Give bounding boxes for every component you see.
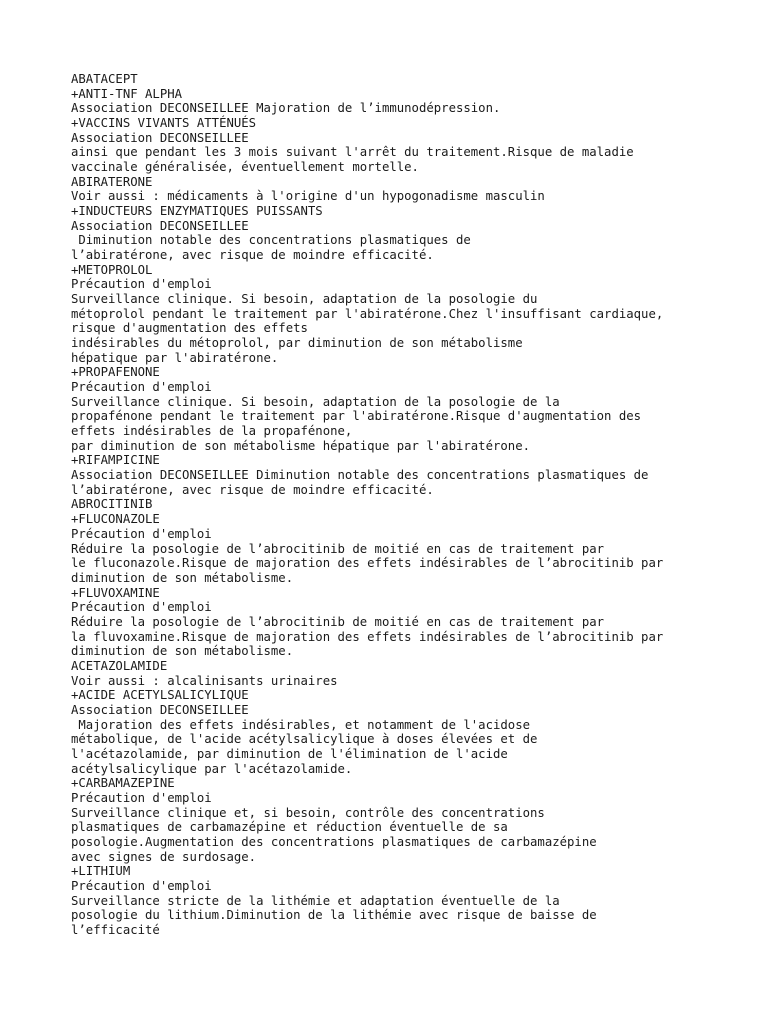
interaction-text: Diminution notable des concentrations plasmatiques de [71, 233, 471, 248]
interaction-level: Précaution d'emploi [71, 790, 212, 805]
drug-heading: ABIRATERONE [71, 174, 153, 189]
interaction-level: Association DECONSEILLEE [71, 702, 249, 717]
document-page [71, 72, 761, 938]
interaction-text: l’abiratérone, avec risque de moindre efficacité. [71, 482, 434, 497]
drug-heading: ABATACEPT [71, 72, 138, 86]
interaction-text: vaccinale généralisée, éventuellement mortelle. [71, 160, 419, 175]
interaction-text: le fluconazole.Risque de majoration des effets indésirables de l’abrocitinib par [71, 556, 664, 571]
drug-heading: ABROCITINIB [71, 497, 153, 512]
interaction-text: risque d'augmentation des effets [71, 321, 308, 336]
interaction-title: +CARBAMAZEPINE [71, 776, 175, 791]
interaction-text: propafénone pendant le traitement par l'abiratérone.Risque d'augmentation des [71, 409, 642, 424]
interaction-text: Majoration des effets indésirables, et notamment de l'acidose [71, 717, 531, 732]
interaction-text: Surveillance clinique. Si besoin, adaptation de la posologie de la [71, 394, 560, 409]
interaction-text: hépatique par l'abiratérone. [71, 350, 279, 365]
interaction-text: Association DECONSEILLEE Majoration de l’immunodépression. [71, 101, 501, 116]
interaction-level: Précaution d'emploi [71, 878, 212, 893]
interaction-title: +FLUCONAZOLE [71, 512, 160, 527]
interaction-level: Association DECONSEILLEE [71, 218, 249, 233]
see-also-text: Voir aussi : médicaments à l'origine d'un hypogonadisme masculin [71, 189, 545, 204]
interaction-title: +FLUVOXAMINE [71, 585, 160, 600]
interaction-text: Association DECONSEILLEE Diminution notable des concentrations plasmatiques de [71, 468, 649, 483]
interaction-text: l'acétazolamide, par diminution de l'élimination de l'acide [71, 746, 508, 761]
interaction-text: métabolique, de l'acide acétylsalicylique à doses élevées et de [71, 732, 538, 747]
interaction-text: Réduire la posologie de l’abrocitinib de moitié en cas de traitement par [71, 614, 605, 629]
see-also-text: Voir aussi : alcalinisants urinaires [71, 673, 338, 688]
interaction-level: Association DECONSEILLEE [71, 130, 249, 145]
interaction-text: la fluvoxamine.Risque de majoration des effets indésirables de l’abrocitinib par [71, 629, 664, 644]
interaction-title: +METOPROLOL [71, 262, 153, 277]
drug-heading: ACETAZOLAMIDE [71, 658, 168, 673]
interaction-text: ainsi que pendant les 3 mois suivant l'arrêt du traitement.Risque de maladie [71, 145, 634, 160]
interaction-text: métoprolol pendant le traitement par l'abiratérone.Chez l'insuffisant cardiaque, [71, 306, 664, 321]
interaction-level: Précaution d'emploi [71, 277, 212, 292]
interaction-text: l’abiratérone, avec risque de moindre efficacité. [71, 248, 434, 263]
interaction-text: posologie du lithium.Diminution de la lithémie avec risque de baisse de [71, 908, 597, 923]
interaction-title: +ACIDE ACETYLSALICYLIQUE [71, 688, 249, 703]
interaction-text: Surveillance stricte de la lithémie et adaptation éventuelle de la [71, 893, 560, 908]
interaction-text: par diminution de son métabolisme hépatique par l'abiratérone. [71, 438, 531, 453]
interaction-text: diminution de son métabolisme. [71, 644, 294, 659]
interaction-title: +VACCINS VIVANTS ATTÉNUÉS [71, 116, 257, 131]
interaction-title: +RIFAMPICINE [71, 453, 160, 468]
interaction-text: acétylsalicylique par l'acétazolamide. [71, 761, 353, 776]
interaction-text: diminution de son métabolisme. [71, 570, 294, 585]
interaction-title: +PROPAFENONE [71, 365, 160, 380]
interaction-text: plasmatiques de carbamazépine et réduction éventuelle de sa [71, 820, 508, 835]
interaction-text: Surveillance clinique et, si besoin, contrôle des concentrations [71, 805, 545, 820]
interaction-title: +LITHIUM [71, 864, 131, 879]
interaction-level: Précaution d'emploi [71, 600, 212, 615]
interaction-text: avec signes de surdosage. [71, 849, 257, 864]
interaction-text: Surveillance clinique. Si besoin, adaptation de la posologie du [71, 292, 538, 307]
interaction-text: indésirables du métoprolol, par diminution de son métabolisme [71, 336, 523, 351]
interaction-level: Précaution d'emploi [71, 380, 212, 395]
interaction-title: +ANTI-TNF ALPHA [71, 86, 183, 101]
interaction-text: posologie.Augmentation des concentrations plasmatiques de carbamazépine [71, 834, 597, 849]
interaction-title: +INDUCTEURS ENZYMATIQUES PUISSANTS [71, 204, 323, 219]
interaction-text: effets indésirables de la propafénone, [71, 424, 353, 439]
interaction-text: l’efficacité [71, 922, 160, 937]
interaction-text: Réduire la posologie de l’abrocitinib de moitié en cas de traitement par [71, 541, 605, 556]
interaction-level: Précaution d'emploi [71, 526, 212, 541]
